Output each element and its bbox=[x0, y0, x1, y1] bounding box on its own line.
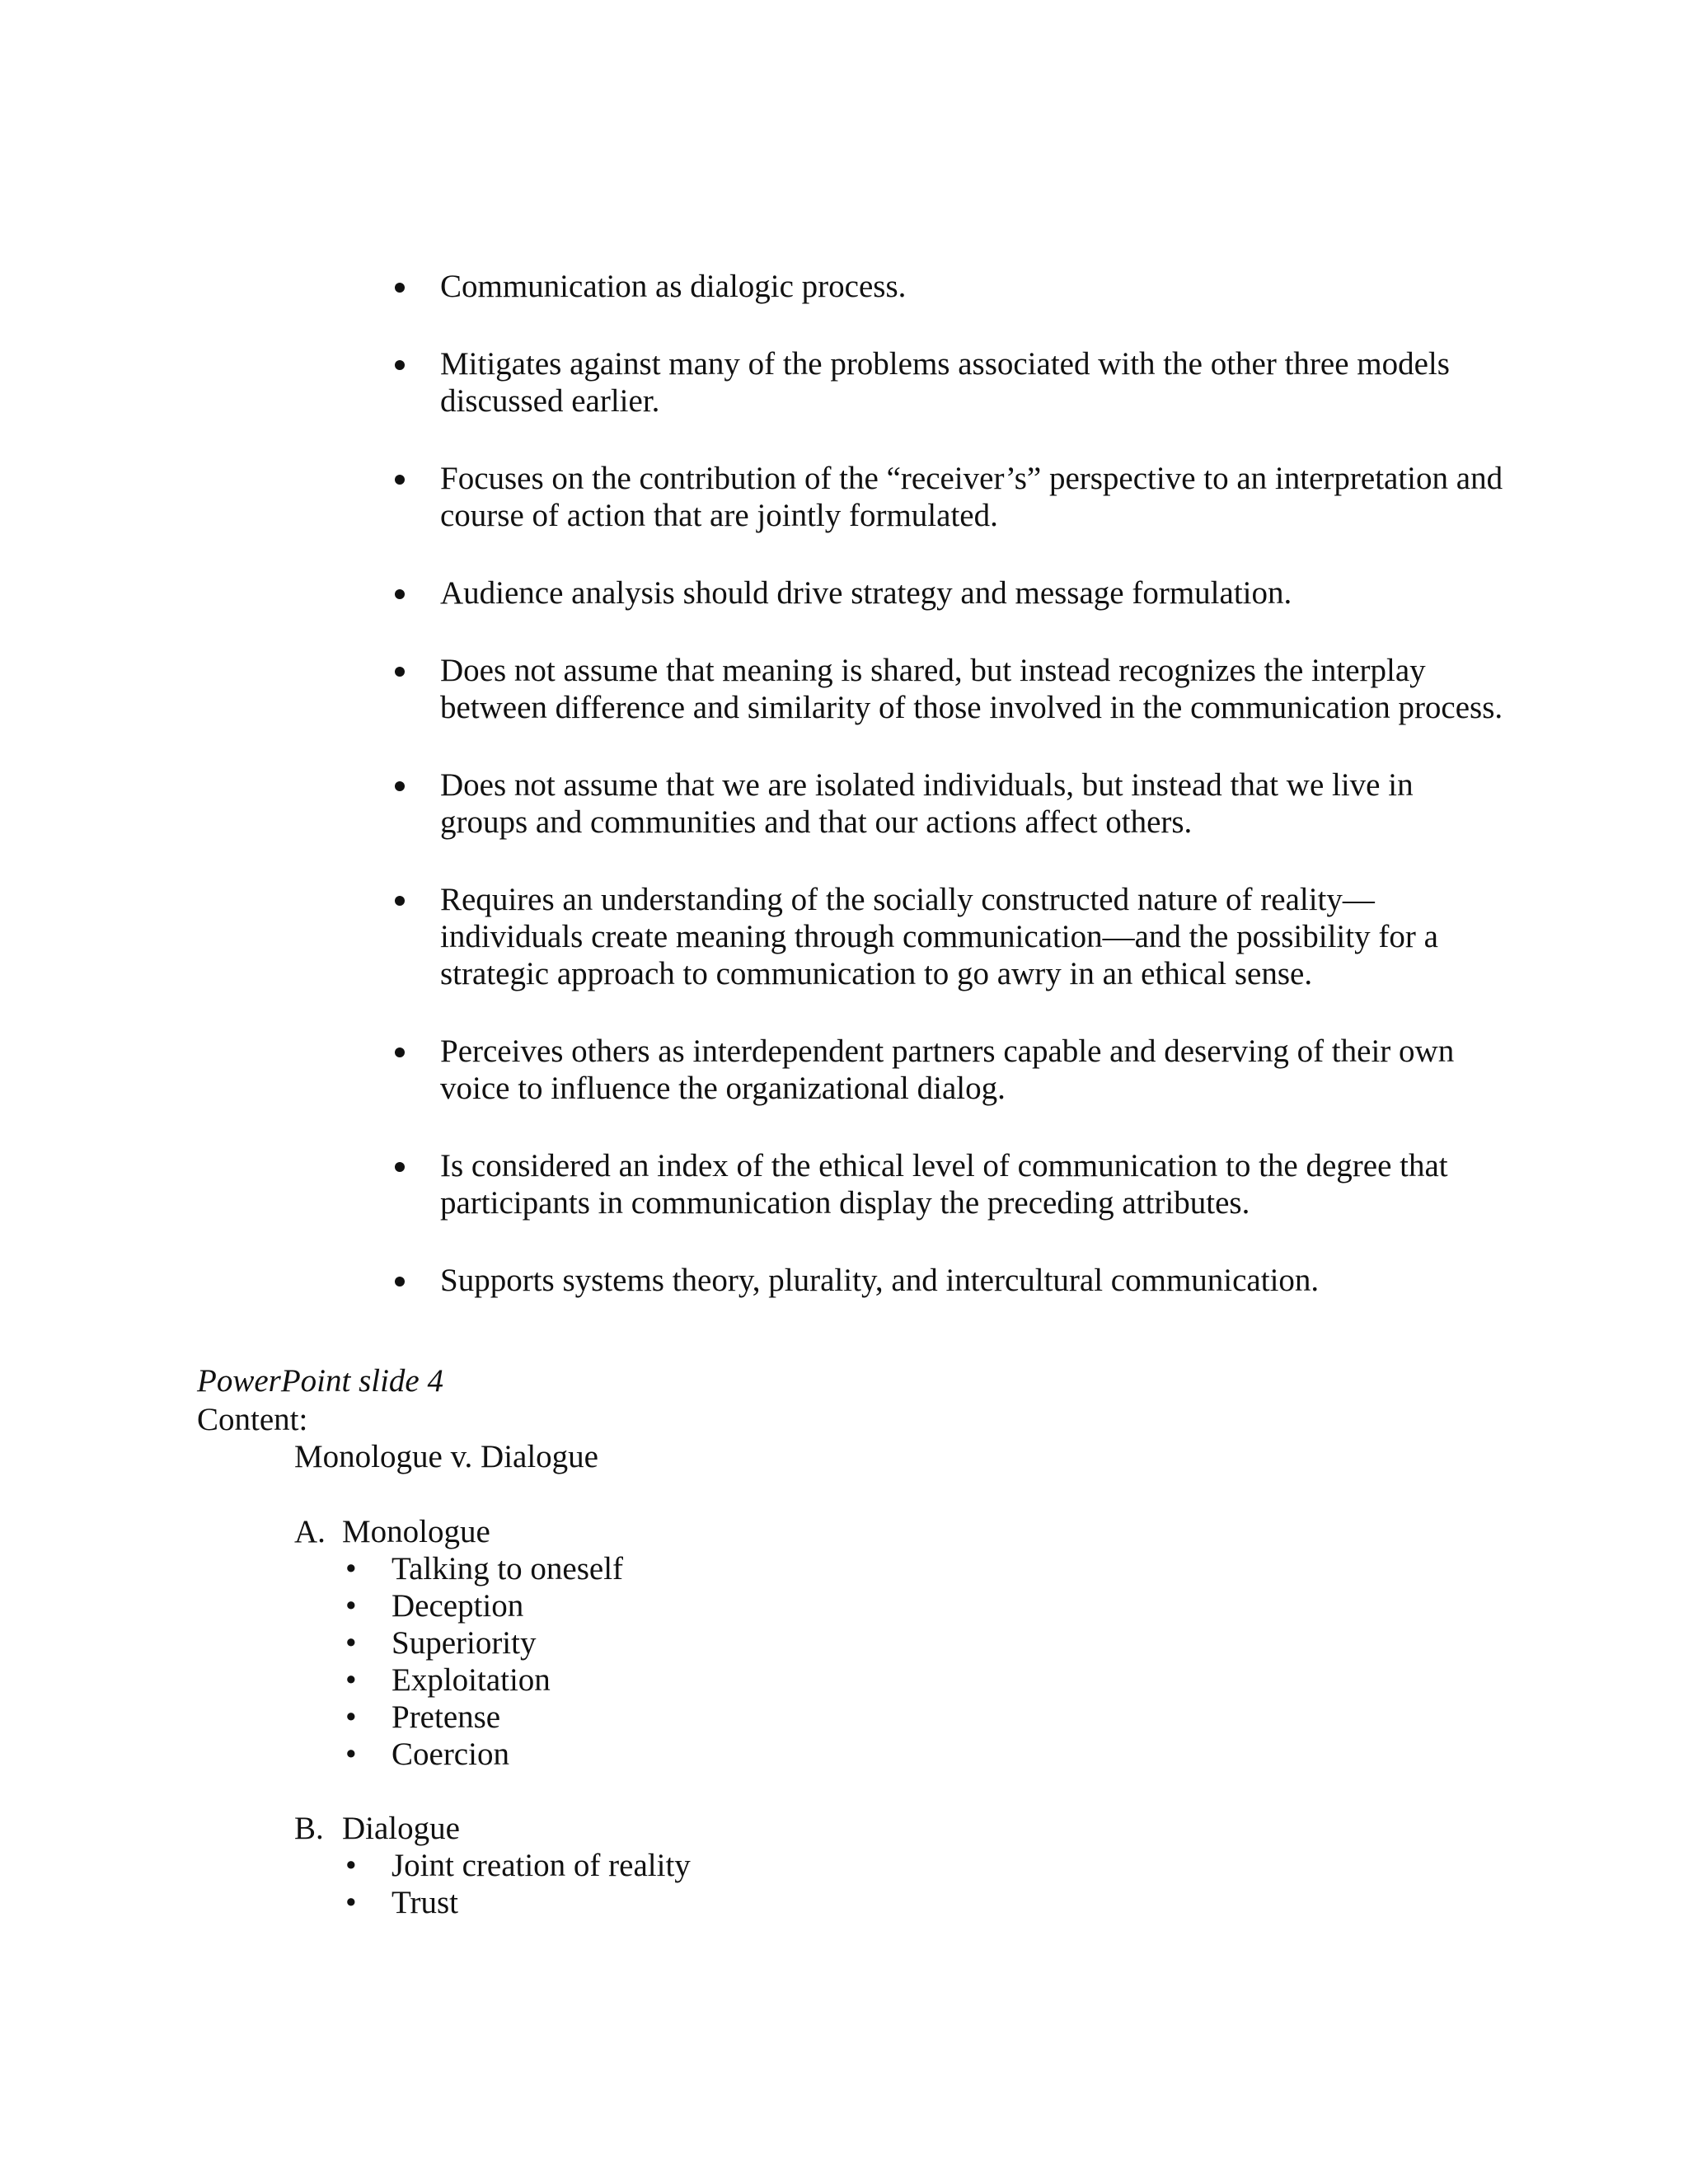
bullet-icon bbox=[395, 781, 405, 791]
list-item-text: Joint creation of reality bbox=[392, 1848, 691, 1883]
bullet-icon: • bbox=[345, 1662, 357, 1698]
list-item bbox=[294, 1884, 691, 1921]
bullet-icon bbox=[395, 667, 405, 677]
bullet-icon bbox=[395, 1162, 405, 1172]
outline-section-monologue bbox=[294, 1513, 623, 1773]
monologue-list bbox=[294, 1550, 623, 1773]
section-heading bbox=[294, 1513, 623, 1550]
list-item-text: Requires an understanding of the socially constructed nature of reality—individuals create meaning through communication—and the possibility for a strategic approach to communication to go awry in an ethical sense. bbox=[440, 882, 1438, 991]
list-item bbox=[386, 881, 1507, 992]
list-item-text: Perceives others as interdependent partners capable and deserving of their own voice to influence the organizational dialog. bbox=[440, 1033, 1455, 1106]
list-item bbox=[386, 652, 1507, 726]
list-item-text: Coercion bbox=[392, 1736, 509, 1772]
list-item-text: Does not assume that meaning is shared, but instead recognizes the interplay between difference and similarity of those involved in the communication process. bbox=[440, 653, 1503, 725]
list-item bbox=[386, 268, 1507, 305]
bullet-icon bbox=[395, 1047, 405, 1057]
section-heading bbox=[294, 1810, 691, 1847]
list-item-text: Trust bbox=[392, 1885, 458, 1920]
bullet-icon bbox=[395, 589, 405, 599]
list-item-text: Audience analysis should drive strategy and message formulation. bbox=[440, 575, 1292, 611]
list-item-text: Pretense bbox=[392, 1699, 501, 1735]
slide-title: Monologue v. Dialogue bbox=[294, 1439, 598, 1474]
list-item-text: Talking to oneself bbox=[392, 1551, 624, 1586]
list-item bbox=[386, 1033, 1507, 1107]
list-item bbox=[386, 1262, 1507, 1299]
list-item bbox=[294, 1587, 623, 1624]
list-item-text: Does not assume that we are isolated individuals, but instead that we live in groups and communities and that our actions affect others. bbox=[440, 767, 1414, 840]
list-item-text: Focuses on the contribution of the “receiver’s” perspective to an interpretation and course of action that are jointly formulated. bbox=[440, 461, 1503, 533]
bullet-icon: • bbox=[345, 1885, 357, 1920]
list-item-text: Deception bbox=[392, 1588, 524, 1624]
bullet-icon: • bbox=[345, 1736, 357, 1772]
bullet-icon bbox=[395, 360, 405, 370]
outline-section-dialogue bbox=[294, 1810, 691, 1921]
bullet-icon: • bbox=[345, 1551, 357, 1586]
bullet-icon bbox=[395, 283, 405, 293]
list-item bbox=[386, 574, 1507, 612]
list-item-text: Supports systems theory, plurality, and intercultural communication. bbox=[440, 1263, 1320, 1298]
list-item bbox=[386, 460, 1507, 534]
dialogic-attributes-list bbox=[386, 268, 1507, 1339]
list-item bbox=[386, 345, 1507, 419]
list-item-text: Is considered an index of the ethical level of communication to the degree that participants in communication display the preceding attributes. bbox=[440, 1148, 1448, 1221]
list-item bbox=[386, 1147, 1507, 1221]
list-item bbox=[294, 1847, 691, 1884]
list-item-text: Communication as dialogic process. bbox=[440, 269, 907, 304]
list-item bbox=[294, 1624, 623, 1661]
dialogue-list bbox=[294, 1847, 691, 1921]
section-label: Dialogue bbox=[342, 1811, 460, 1846]
bullet-icon: • bbox=[345, 1848, 357, 1883]
bullet-icon: • bbox=[345, 1588, 357, 1624]
list-item-text: Superiority bbox=[392, 1625, 537, 1661]
list-item bbox=[294, 1736, 623, 1773]
bullet-icon: • bbox=[345, 1699, 357, 1735]
content-label: Content: bbox=[197, 1402, 308, 1437]
slide-heading: PowerPoint slide 4 bbox=[197, 1363, 443, 1399]
bullet-icon: • bbox=[345, 1625, 357, 1661]
list-item bbox=[294, 1550, 623, 1587]
list-item bbox=[294, 1699, 623, 1736]
section-letter: B. bbox=[294, 1811, 324, 1846]
bullet-icon bbox=[395, 1277, 405, 1286]
section-label: Monologue bbox=[342, 1514, 490, 1549]
bullet-icon bbox=[395, 475, 405, 485]
bullet-icon bbox=[395, 896, 405, 906]
list-item bbox=[386, 766, 1507, 841]
section-letter: A. bbox=[294, 1514, 326, 1549]
list-item-text: Exploitation bbox=[392, 1662, 551, 1698]
list-item-text: Mitigates against many of the problems associated with the other three models discussed earlier. bbox=[440, 346, 1450, 419]
list-item bbox=[294, 1661, 623, 1699]
